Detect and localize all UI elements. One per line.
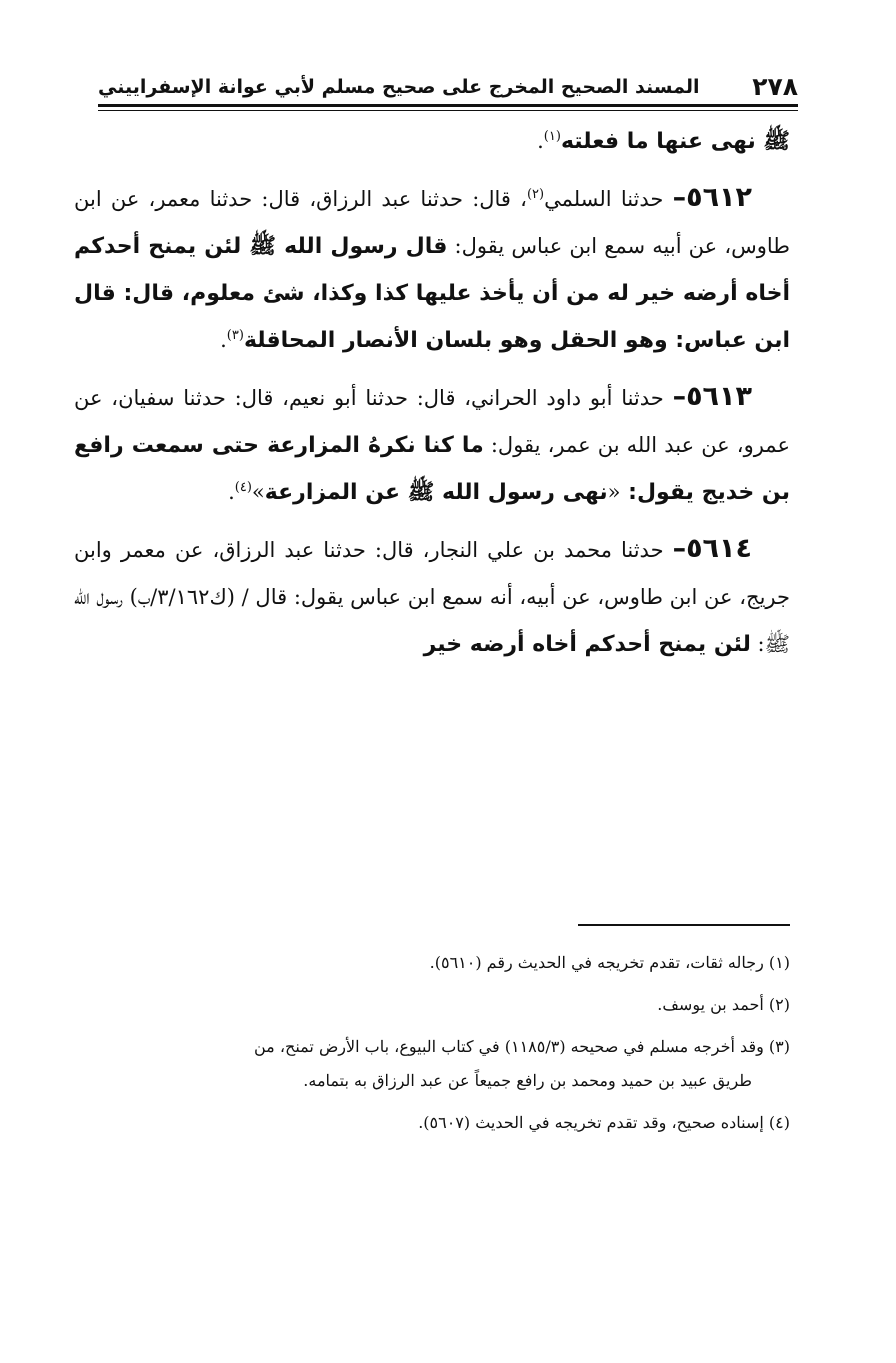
footnote-ref: (٣) xyxy=(226,328,244,343)
hadith-number: ٥٦١٢– xyxy=(672,182,753,213)
footnote-4: (٤) إسناده صحيح، وقد تقدم تخريجه في الحديث (٥٦٠٧). xyxy=(418,1113,790,1132)
hadith-number: ٥٦١٣– xyxy=(672,381,752,412)
page-header xyxy=(98,62,798,102)
running-title: المسند الصحيح المخرج على صحيح مسلم لأبي عوانة الإسفراييني xyxy=(98,76,700,98)
bold-text: لئن يمنح أحدكم أخاه أرضه خير xyxy=(423,632,751,657)
header-rule-thin xyxy=(98,110,798,111)
body-text: . xyxy=(220,328,227,352)
footnote-2: (٢) أحمد بن يوسف. xyxy=(657,995,790,1014)
footnote-separator xyxy=(578,924,790,926)
hadith-5614 xyxy=(74,525,790,668)
bold-text: ما كنا نكرهُ المزارعة حتى سمعت رافع بن خديج يقول: xyxy=(74,433,790,505)
body-text: حدثنا أبو داود الحراني، قال: حدثنا أبو نعيم، قال: حدثنا سفيان، عن عمرو، عن عبد الله بن عمر، يقول: xyxy=(74,386,790,457)
body-text: . xyxy=(228,480,235,504)
paragraph-continuation xyxy=(74,118,790,165)
hadith-5613 xyxy=(74,373,790,516)
footnote-ref: (٤) xyxy=(234,480,252,495)
footnote-3: (٣) وقد أخرجه مسلم في صحيحه (١١٨٥/٣) في كتاب البيوع، باب الأرض تمنح، من xyxy=(254,1037,790,1056)
body-text: . xyxy=(537,129,544,153)
main-text xyxy=(74,118,790,677)
footnote-3-continued: طريق عبيد بن حميد ومحمد بن رافع جميعاً عن عبد الرزاق به بتمامه. xyxy=(303,1071,752,1090)
header-rule xyxy=(98,104,798,107)
hadith-number: ٥٦١٤– xyxy=(672,533,752,564)
body-text: حدثنا السلمي xyxy=(544,187,673,211)
quote-mark: » xyxy=(251,480,265,504)
bold-text: ﷺ نهى عنها ما فعلته xyxy=(560,129,790,154)
bold-text: نهى رسول الله ﷺ عن المزارعة xyxy=(264,480,608,505)
body-text: ، قال: حدثنا عبد الرزاق، قال: حدثنا معمر، عن ابن طاوس، عن أبيه سمع ابن عباس يقول: xyxy=(74,187,790,258)
bold-text: قال رسول الله ﷺ لئن يمنح أحدكم أخاه أرضه خير له من أن يأخذ عليها كذا وكذا، شئ معلوم، قال: قال ابن عباس: وهو الحقل وهو بلسان الأنصار المحاقلة xyxy=(74,234,790,353)
footnote-1: (١) رجاله ثقات، تقدم تخريجه في الحديث رقم (٥٦١٠). xyxy=(429,953,790,972)
footnotes xyxy=(82,946,790,1148)
page-number: ٢٧٨ xyxy=(752,72,798,101)
hadith-5612 xyxy=(74,174,790,364)
footnote-ref: (١) xyxy=(543,129,561,144)
body-text: حدثنا محمد بن علي النجار، قال: حدثنا عبد الرزاق، عن معمر وابن جريج، عن ابن طاوس، عن أبيه، أنه سمع ابن عباس يقول: قال / (ك٣/١٦٢/ب) رسول الله ﷺ: xyxy=(74,538,790,656)
footnote-ref: (٢) xyxy=(526,187,545,202)
quote-mark: « xyxy=(607,480,621,504)
